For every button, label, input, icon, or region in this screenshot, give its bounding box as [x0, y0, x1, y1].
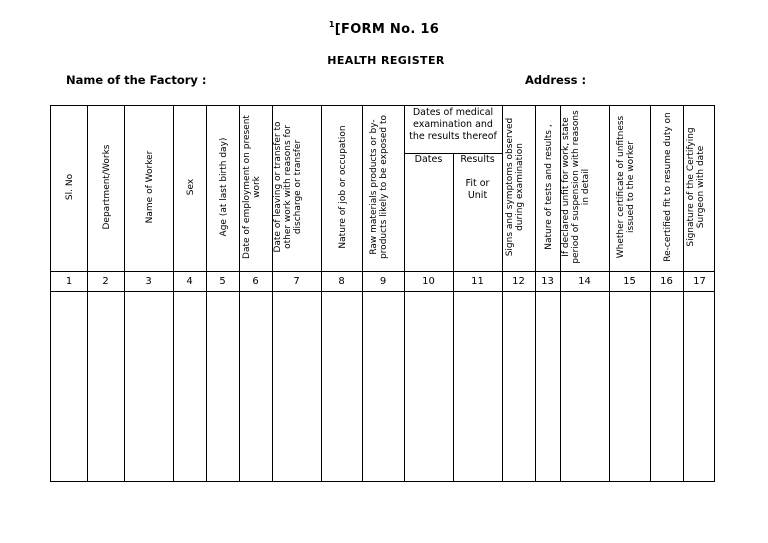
- column-header-17: [683, 106, 716, 271]
- column-header-7: [272, 106, 321, 271]
- column-number: 13: [541, 276, 554, 287]
- column-divider: [453, 153, 454, 481]
- health-register-table: [50, 105, 715, 482]
- column-header-label: Raw materials products or by-products likely to be exposed to: [369, 114, 389, 260]
- column-header-label: Signature of the Certifying Surgeon with date: [685, 127, 706, 247]
- factory-name-label: Name of the Factory :: [66, 73, 207, 87]
- address-label: Address :: [525, 73, 587, 87]
- column-header-label: Whether certificate of unfitness issued to the worker: [615, 115, 636, 259]
- column-header-label: Nature of tests and results ,: [543, 124, 554, 250]
- column-header-13: [535, 106, 560, 271]
- column-header-label: Sex: [185, 178, 196, 196]
- column-number: 15: [623, 276, 636, 287]
- column-header-12: [502, 106, 535, 271]
- column-header-1: [51, 106, 87, 271]
- column-number: 7: [293, 276, 300, 287]
- register-title: HEALTH REGISTER: [327, 54, 445, 67]
- column-header-label: Sl. No: [65, 173, 75, 201]
- column-number: 17: [693, 276, 706, 287]
- column-number: 11: [471, 276, 484, 287]
- column-number: 10: [422, 276, 435, 287]
- column-header-5: [206, 106, 239, 271]
- column-number: 12: [512, 276, 525, 287]
- column-number: 8: [338, 276, 345, 287]
- number-row-bottom-rule: [51, 291, 714, 292]
- column-header-2: [87, 106, 124, 271]
- column-header-6: [239, 106, 272, 271]
- column-number: 3: [145, 276, 152, 287]
- form-title: [0, 20, 768, 37]
- column-number: 1: [65, 276, 73, 287]
- medical-exam-group-header: Dates of medical examination and the results thereof: [409, 107, 497, 142]
- results-subheader: Results: [460, 154, 495, 165]
- column-header-4: [173, 106, 206, 271]
- column-header-label: Signs and symptoms observed during examination: [504, 117, 525, 257]
- column-header-14: [560, 106, 609, 271]
- column-number: 4: [186, 276, 193, 287]
- column-number: 6: [252, 276, 259, 287]
- column-header-label: Name of Worker: [144, 150, 155, 224]
- column-number: 16: [660, 276, 673, 287]
- column-header-label: Re-certified fit to resume duty on: [662, 112, 673, 262]
- column-header-9: [362, 106, 404, 271]
- column-header-label: Date of leaving or transfer to other work with reasons for discharge or transfer: [272, 121, 303, 253]
- dates-subheader: Dates: [414, 154, 443, 165]
- results-note-fit: Fit or: [465, 178, 490, 189]
- column-header-label: Age (at last birth day): [218, 137, 229, 237]
- results-note-unit: Unit: [467, 190, 488, 201]
- column-header-label: Date of employment on present work: [241, 115, 262, 259]
- column-divider: [404, 106, 405, 481]
- column-header-label: Department/Works: [101, 144, 112, 230]
- column-number: 9: [379, 276, 387, 287]
- form-title-text: [FORM No. 16: [334, 22, 440, 37]
- footnote-marker: 1: [328, 20, 335, 29]
- column-number: 5: [219, 276, 226, 287]
- column-header-label: If declared unfit for work, state period of suspension with reasons in detail: [560, 110, 591, 264]
- column-header-3: [124, 106, 173, 271]
- column-header-15: [609, 106, 650, 271]
- column-header-16: [650, 106, 683, 271]
- column-number: 14: [578, 276, 591, 287]
- column-header-8: [321, 106, 362, 271]
- column-header-label: Nature of job or occupation: [337, 125, 348, 249]
- column-number: 2: [102, 276, 109, 287]
